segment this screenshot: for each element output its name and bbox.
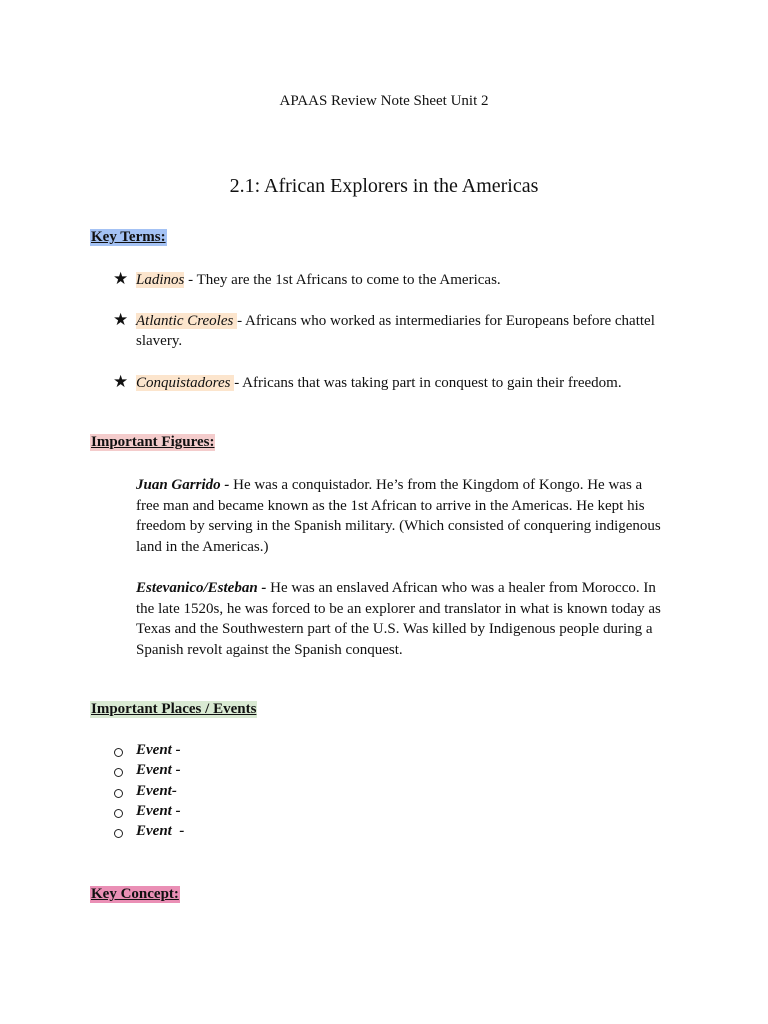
figure-description: He was an enslaved African who was a healer from Morocco. In the late 1520s, he was forced to be an explorer and translator in what is known today as Texas and the Southwestern part of the U.S. Was killed by Indigenous people during a Spanish revolt against the Spanish conquest.: [136, 580, 661, 658]
star-bullet-icon: ★: [113, 269, 129, 288]
event-item: Event -: [136, 803, 181, 819]
event-item: Event -: [136, 762, 181, 778]
circle-bullet-icon: [114, 809, 123, 818]
key-term-name: Atlantic Creoles: [136, 313, 238, 329]
figure-name: Estevanico/Esteban -: [136, 580, 271, 596]
key-term-separator: -: [237, 313, 246, 329]
event-item: Event -: [136, 823, 185, 839]
figure-paragraph: [136, 475, 666, 557]
circle-bullet-icon: [114, 748, 123, 757]
key-term-separator: -: [234, 375, 243, 391]
important-figures-heading: Important Figures:: [91, 434, 215, 450]
star-bullet-icon: ★: [113, 310, 129, 329]
key-term-definition: Africans that was taking part in conquest to gain their freedom.: [242, 375, 622, 391]
key-term-name: Conquistadores: [136, 375, 235, 391]
event-item: Event -: [136, 742, 181, 758]
figure-paragraph: [136, 578, 666, 660]
circle-bullet-icon: [114, 768, 123, 777]
event-item: Event-: [136, 783, 177, 799]
key-term-item: [136, 270, 501, 290]
key-term-name: Ladinos: [136, 272, 185, 288]
key-term-definition: They are the 1st Africans to come to the Americas.: [196, 272, 501, 288]
key-concept-heading: Key Concept:: [91, 886, 179, 902]
figure-name: Juan Garrido -: [136, 477, 234, 493]
circle-bullet-icon: [114, 789, 123, 798]
key-term-separator: -: [184, 272, 197, 288]
important-places-heading: Important Places / Events: [91, 701, 257, 717]
star-bullet-icon: ★: [113, 372, 129, 391]
section-title: 2.1: African Explorers in the Americas: [229, 175, 539, 197]
key-term-definition: Africans who worked as intermediaries for Europeans before chattel slavery.: [136, 313, 655, 349]
document-title: APAAS Review Note Sheet Unit 2: [279, 93, 489, 109]
key-term-item: [136, 373, 622, 393]
key-terms-heading: Key Terms:: [91, 229, 166, 245]
figure-description: He was a conquistador. He’s from the Kingdom of Kongo. He was a free man and became known as the 1st African to arrive in the Americas. He kept his freedom by serving in the Spanish military. (Which consisted of conquering indigenous land in the Americas.): [136, 477, 661, 555]
circle-bullet-icon: [114, 829, 123, 838]
key-term-item: [136, 311, 666, 351]
